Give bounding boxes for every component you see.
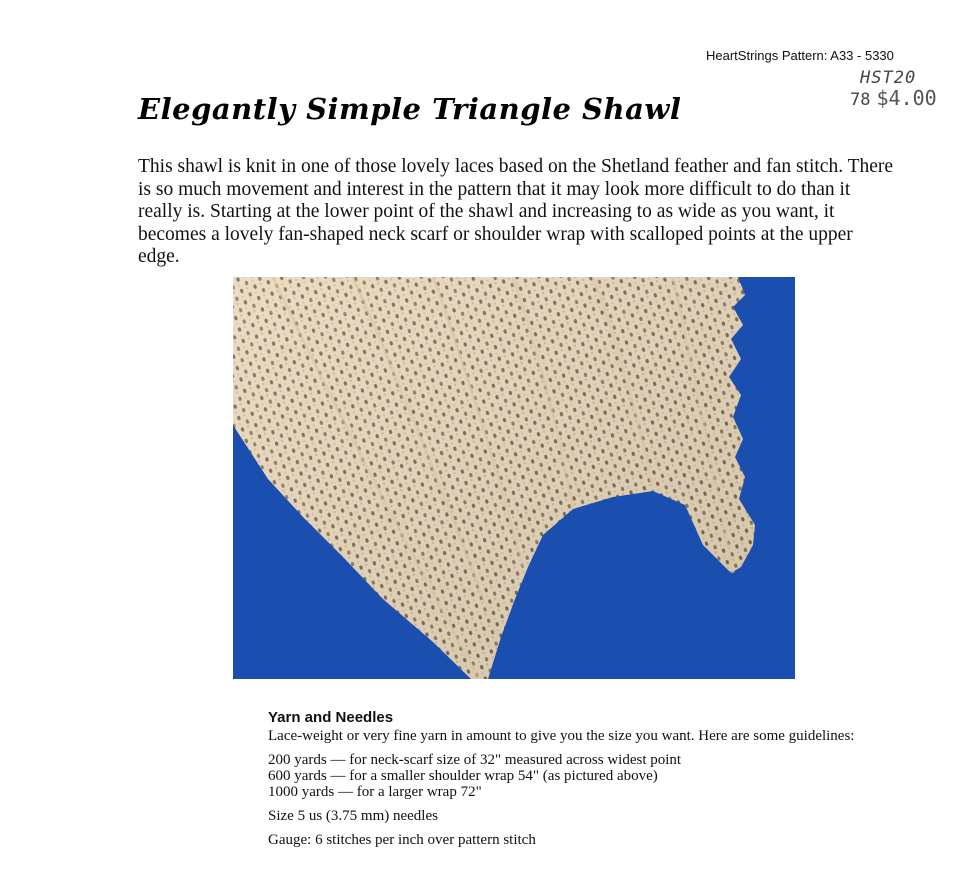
pattern-id: HeartStrings Pattern: A33 - 5330: [706, 48, 894, 63]
intro-paragraph: This shawl is knit in one of those lovely laces based on the Shetland feather and fan stitch. There is so much movement and interest in the pattern that it may look more difficult to do than it really is. Starting at the lower point of the shawl and increasing to as wide as you want, it becomes a lovely fan-shaped neck scarf or shoulder wrap with scalloped points at the upper edge.: [138, 156, 894, 267]
handwritten-number: 78: [850, 89, 871, 110]
yarn-and-needles-section: [268, 710, 888, 856]
handwritten-price-note: [850, 70, 937, 110]
section-heading: Yarn and Needles: [268, 709, 394, 726]
gauge: Gauge: 6 stitches per inch over pattern stitch: [268, 832, 536, 848]
shawl-photo: [233, 277, 795, 679]
guideline-item: 600 yards — for a smaller shoulder wrap 54" (as pictured above): [268, 768, 658, 784]
handwritten-code: HST20: [860, 68, 917, 88]
guideline-item: 1000 yards — for a larger wrap 72": [268, 784, 482, 800]
page-title: Elegantly Simple Triangle Shawl: [138, 92, 682, 126]
needle-size: Size 5 us (3.75 mm) needles: [268, 808, 438, 824]
guideline-item: 200 yards — for neck-scarf size of 32" measured across widest point: [268, 752, 682, 768]
yarn-description: Lace-weight or very fine yarn in amount to give you the size you want. Here are some guidelines:: [268, 728, 855, 744]
handwritten-price: $4.00: [876, 85, 937, 110]
yardage-guidelines: [268, 752, 888, 800]
